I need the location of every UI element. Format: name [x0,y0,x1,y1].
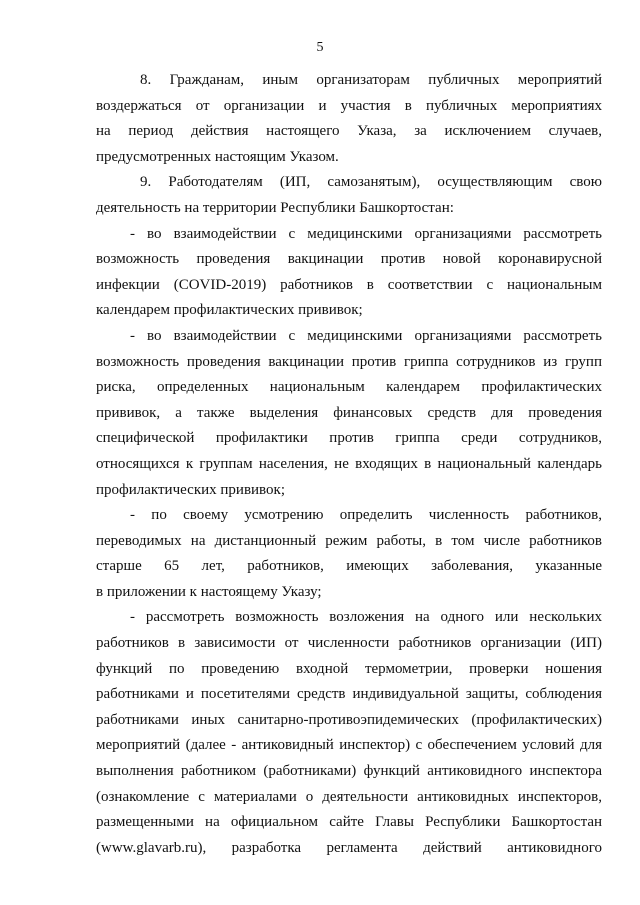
text-line: инфекции (COVID-2019) работников в соответствии с национальным [96,276,602,293]
text-line: 9. Работодателям (ИП, самозанятым), осуществляющим свою [140,174,602,191]
text-line: - по своему усмотрению определить численность работников, [130,507,602,524]
paragraph-subitem-remote-work [96,503,602,605]
text-line: размещенными на официальном сайте Главы Республики Башкортостан [96,814,602,831]
text-line: 8. Гражданам, иным организаторам публичных мероприятий [140,72,602,88]
text-line: работниками иных санитарно-противоэпидемических (профилактических) [96,711,602,728]
text-line: старше 65 лет, работников, имеющих заболевания, указанные [96,558,602,575]
text-line: мероприятий (далее - антиковидный инспектор) с обеспечением условий для [96,737,602,754]
text-line: относящихся к группам населения, не входящих в национальный календарь [96,455,602,472]
document-body [96,68,602,861]
paragraph-item-9 [96,170,602,221]
text-line: (ознакомление с материалами о деятельности антиковидных инспекторов, [96,788,602,805]
paragraph-subitem-flu-vaccination [96,324,602,503]
text-line: календарем профилактических прививок; [96,302,363,319]
text-line: специфической профилактики против гриппа среди сотрудников, [96,430,602,447]
text-line: на период действия настоящего Указа, за исключением случаев, [96,123,602,140]
paragraph-subitem-covid-vaccination [96,222,602,324]
text-line: - во взаимодействии с медицинскими организациями рассмотреть [130,327,602,344]
text-line: в приложении к настоящему Указу; [96,583,322,600]
text-line: работниками и посетителями средств индивидуальной защиты, соблюдения [96,686,602,703]
text-line: функций по проведению входной термометрии, проверки ношения [96,660,602,677]
text-line: переводимых на дистанционный режим работы, в том числе работников [96,532,602,549]
page-number: 5 [316,40,324,55]
text-line: прививок, а также выделения финансовых средств для проведения [96,404,602,421]
paragraph-subitem-anticovid-inspector [96,605,602,861]
text-line: воздержаться от организации и участия в публичных мероприятиях [96,97,602,114]
text-line: - рассмотреть возможность возложения на одного или нескольких [130,609,602,626]
paragraph-item-8 [96,68,602,170]
text-line: работников в зависимости от численности работников организации (ИП) [96,635,602,652]
text-line: риска, определенных национальным календарем профилактических [96,379,602,396]
text-line: (www.glavarb.ru), разработка регламента действий антиковидного [96,839,602,856]
text-line: - во взаимодействии с медицинскими организациями рассмотреть [130,225,602,242]
text-line: профилактических прививок; [96,481,285,498]
text-line: предусмотренных настоящим Указом. [96,148,339,165]
text-line: возможность проведения вакцинации против новой коронавирусной [96,251,602,268]
text-line: выполнения работником (работниками) функций антиковидного инспектора [96,763,602,780]
text-line: возможность проведения вакцинации против гриппа сотрудников из групп [96,353,602,370]
text-line: деятельность на территории Республики Башкортостан: [96,199,454,216]
